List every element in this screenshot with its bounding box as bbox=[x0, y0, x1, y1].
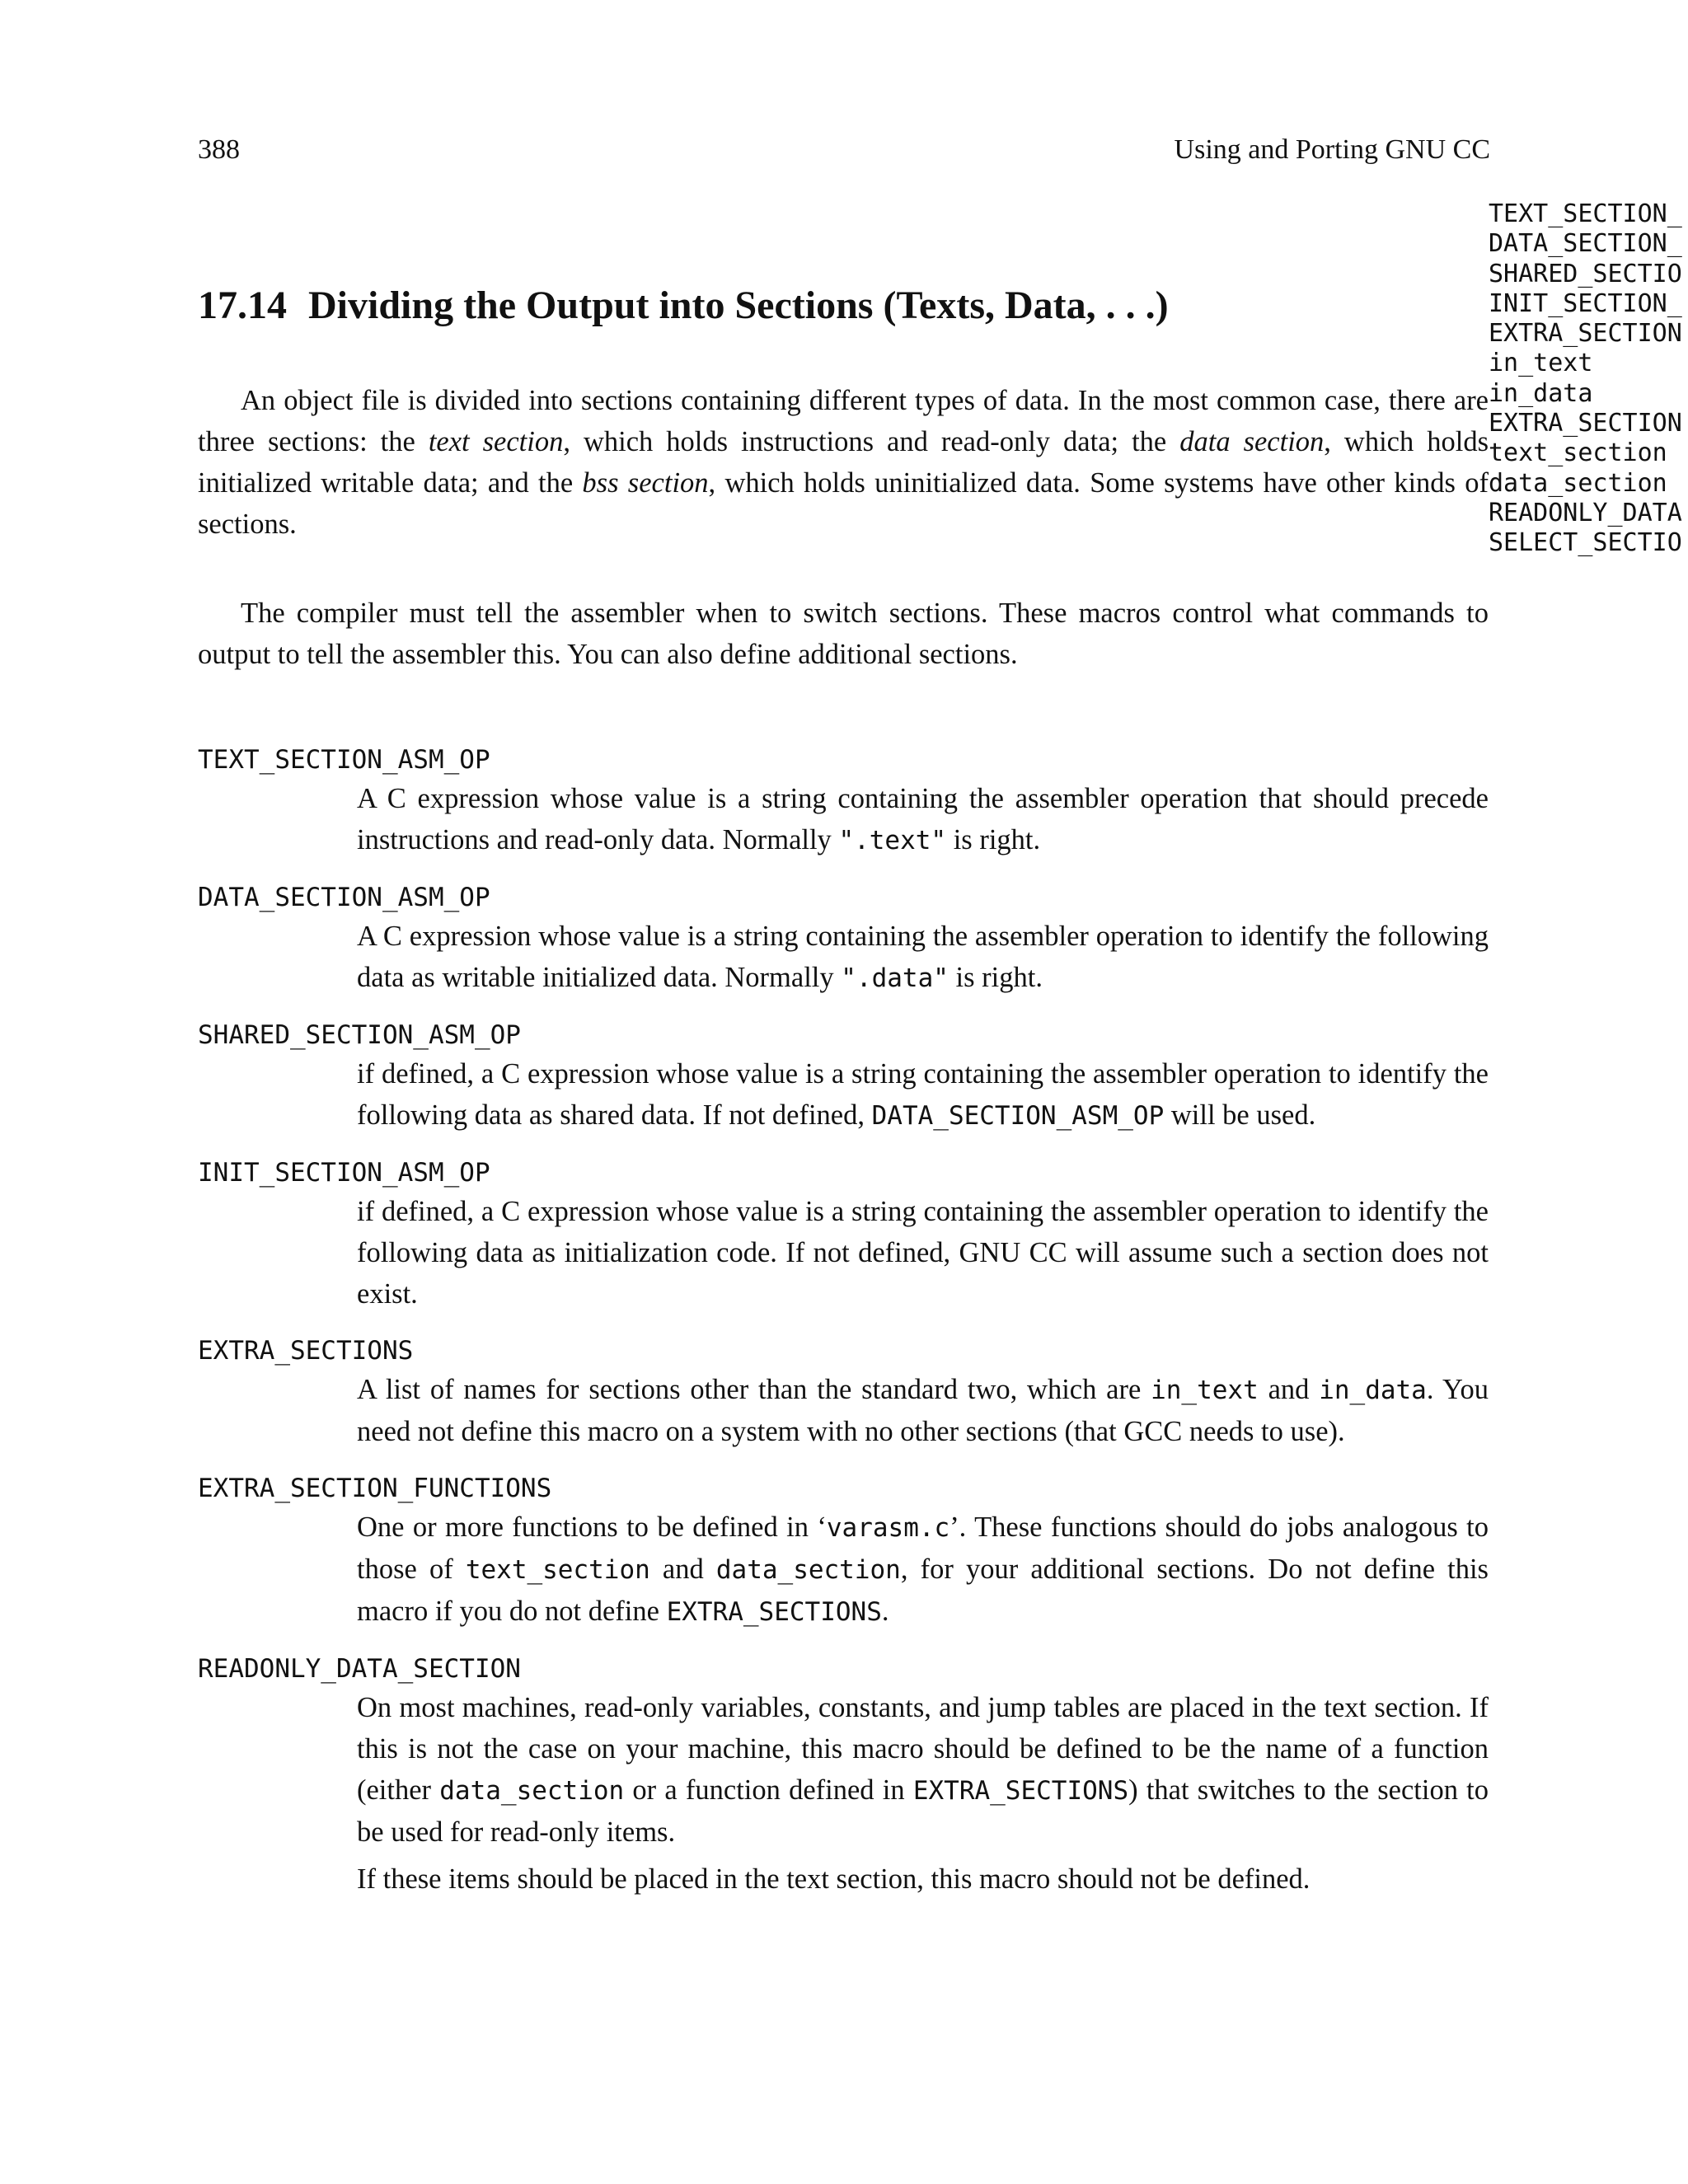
section-heading bbox=[198, 279, 1489, 333]
definition-item bbox=[198, 1155, 1489, 1315]
section-title: Dividing the Output into Sections (Texts, Data, . . .) bbox=[308, 284, 1169, 327]
text-run: is right. bbox=[946, 824, 1041, 855]
definition-term: READONLY_DATA_SECTION bbox=[198, 1654, 521, 1684]
text-run: ) that switches to the section to be used for read-only items. bbox=[357, 1774, 1489, 1848]
code: in_text bbox=[1151, 1376, 1259, 1405]
text-run: On most machines, read-only variables, constants, and jump tables are placed in the text section. If this is not the case on your machine, this macro should be defined to be the name of a function (either bbox=[357, 1692, 1489, 1806]
definition-body bbox=[357, 1053, 1489, 1137]
text-run: . bbox=[881, 1596, 889, 1627]
margin-index-item: INIT_SECTION_ bbox=[1489, 288, 1682, 318]
emphasis: text section bbox=[428, 426, 564, 457]
text-run: An object file is divided into sections containing different types of data. In the most common case, there are three sections: the bbox=[198, 385, 1489, 457]
text-run: A list of names for sections other than the standard two, which are bbox=[357, 1374, 1151, 1405]
margin-index bbox=[1489, 199, 1688, 559]
text-run: is right. bbox=[948, 962, 1043, 993]
definition-body bbox=[357, 1507, 1489, 1633]
code: data_section bbox=[439, 1776, 625, 1806]
code: EXTRA_SECTIONS bbox=[912, 1776, 1129, 1806]
emphasis: data section bbox=[1179, 426, 1325, 457]
intro-text bbox=[198, 380, 1489, 675]
text-run: and bbox=[649, 1554, 716, 1585]
definition-term: INIT_SECTION_ASM_OP bbox=[198, 1158, 490, 1188]
running-title: Using and Porting GNU CC bbox=[1174, 134, 1490, 165]
definition-body bbox=[357, 1687, 1489, 1900]
definition-body bbox=[357, 916, 1489, 999]
margin-index-item: in_text bbox=[1489, 349, 1593, 378]
margin-index-item: EXTRA_SECTION bbox=[1489, 409, 1682, 438]
definition-body bbox=[357, 1191, 1489, 1315]
text-run: , which holds initialized writable data; and the bbox=[198, 426, 1489, 499]
code: EXTRA_SECTIONS bbox=[666, 1597, 882, 1627]
margin-index-item: text_section bbox=[1489, 438, 1667, 468]
intro-paragraph: The compiler must tell the assembler when to switch sections. These macros control what commands to output to tell the assembler this. You can also define additional sections. bbox=[198, 598, 1489, 670]
margin-index-item: data_section bbox=[1489, 468, 1667, 498]
text-run: if defined, a C expression whose value is a string containing the assembler operation to identify the following data as initialization code. If not defined, GNU CC will assume such a section does not exist. bbox=[357, 1196, 1489, 1310]
text-run: and bbox=[1258, 1374, 1320, 1405]
text-run: A C expression whose value is a string containing the assembler operation to identify the following data as writable initialized data. Normally bbox=[357, 921, 1489, 993]
intro-paragraph bbox=[198, 380, 1489, 545]
code: data_section bbox=[715, 1555, 901, 1585]
emphasis: bss section bbox=[582, 467, 709, 499]
code: varasm.c bbox=[826, 1513, 950, 1543]
margin-index-item: in_data bbox=[1489, 378, 1593, 408]
definition-body bbox=[357, 1369, 1489, 1452]
margin-index-item: EXTRA_SECTION bbox=[1489, 319, 1682, 349]
margin-index-item: SELECT_SECTIO bbox=[1489, 528, 1682, 558]
definition-body bbox=[357, 778, 1489, 861]
definition-term: TEXT_SECTION_ASM_OP bbox=[198, 745, 490, 775]
page-number: 388 bbox=[198, 134, 240, 165]
code: DATA_SECTION_ASM_OP bbox=[871, 1101, 1165, 1131]
definition-item bbox=[198, 742, 1489, 861]
definition-term: EXTRA_SECTIONS bbox=[198, 1336, 414, 1366]
definition-item bbox=[198, 879, 1489, 999]
definition-term: EXTRA_SECTION_FUNCTIONS bbox=[198, 1474, 552, 1503]
code: ".data" bbox=[841, 963, 949, 993]
text-run: One or more functions to be defined in ‘ bbox=[357, 1511, 827, 1543]
margin-index-item: DATA_SECTION_ bbox=[1489, 229, 1682, 259]
text-run: , which holds instructions and read-only data; the bbox=[563, 426, 1180, 457]
margin-index-item: SHARED_SECTIO bbox=[1489, 259, 1682, 288]
definition-list bbox=[198, 742, 1489, 1918]
code: in_data bbox=[1319, 1376, 1427, 1405]
definition-item bbox=[198, 1017, 1489, 1137]
definition-item bbox=[198, 1651, 1489, 1900]
text-run: ’. These functions should do jobs analogous to those of bbox=[357, 1511, 1489, 1585]
definition-item bbox=[198, 1470, 1489, 1633]
margin-index-item: READONLY_DATA bbox=[1489, 498, 1682, 527]
text-run: or a function defined in bbox=[624, 1774, 913, 1806]
definition-item bbox=[198, 1333, 1489, 1452]
code: text_section bbox=[465, 1555, 650, 1585]
code: ".text" bbox=[838, 826, 947, 855]
text-run: , for your additional sections. Do not define this macro if you do not define bbox=[357, 1554, 1489, 1627]
section-number: 17.14 bbox=[198, 284, 287, 327]
text-run: . You need not define this macro on a system with no other sections (that GCC needs to use). bbox=[357, 1374, 1489, 1447]
text-run: A C expression whose value is a string containing the assembler operation that should precede instructions and read-only data. Normally bbox=[357, 783, 1489, 855]
text-run: If these items should be placed in the text section, this macro should not be defined. bbox=[357, 1863, 1311, 1895]
margin-index-item: TEXT_SECTION_ bbox=[1489, 199, 1682, 228]
text-run: , which holds uninitialized data. Some systems have other kinds of sections. bbox=[198, 467, 1489, 540]
definition-term: DATA_SECTION_ASM_OP bbox=[198, 883, 490, 912]
definition-term: SHARED_SECTION_ASM_OP bbox=[198, 1020, 521, 1050]
text-run: if defined, a C expression whose value is a string containing the assembler operation to identify the following data as shared data. If not defined, bbox=[357, 1058, 1489, 1131]
text-run: will be used. bbox=[1164, 1099, 1316, 1131]
